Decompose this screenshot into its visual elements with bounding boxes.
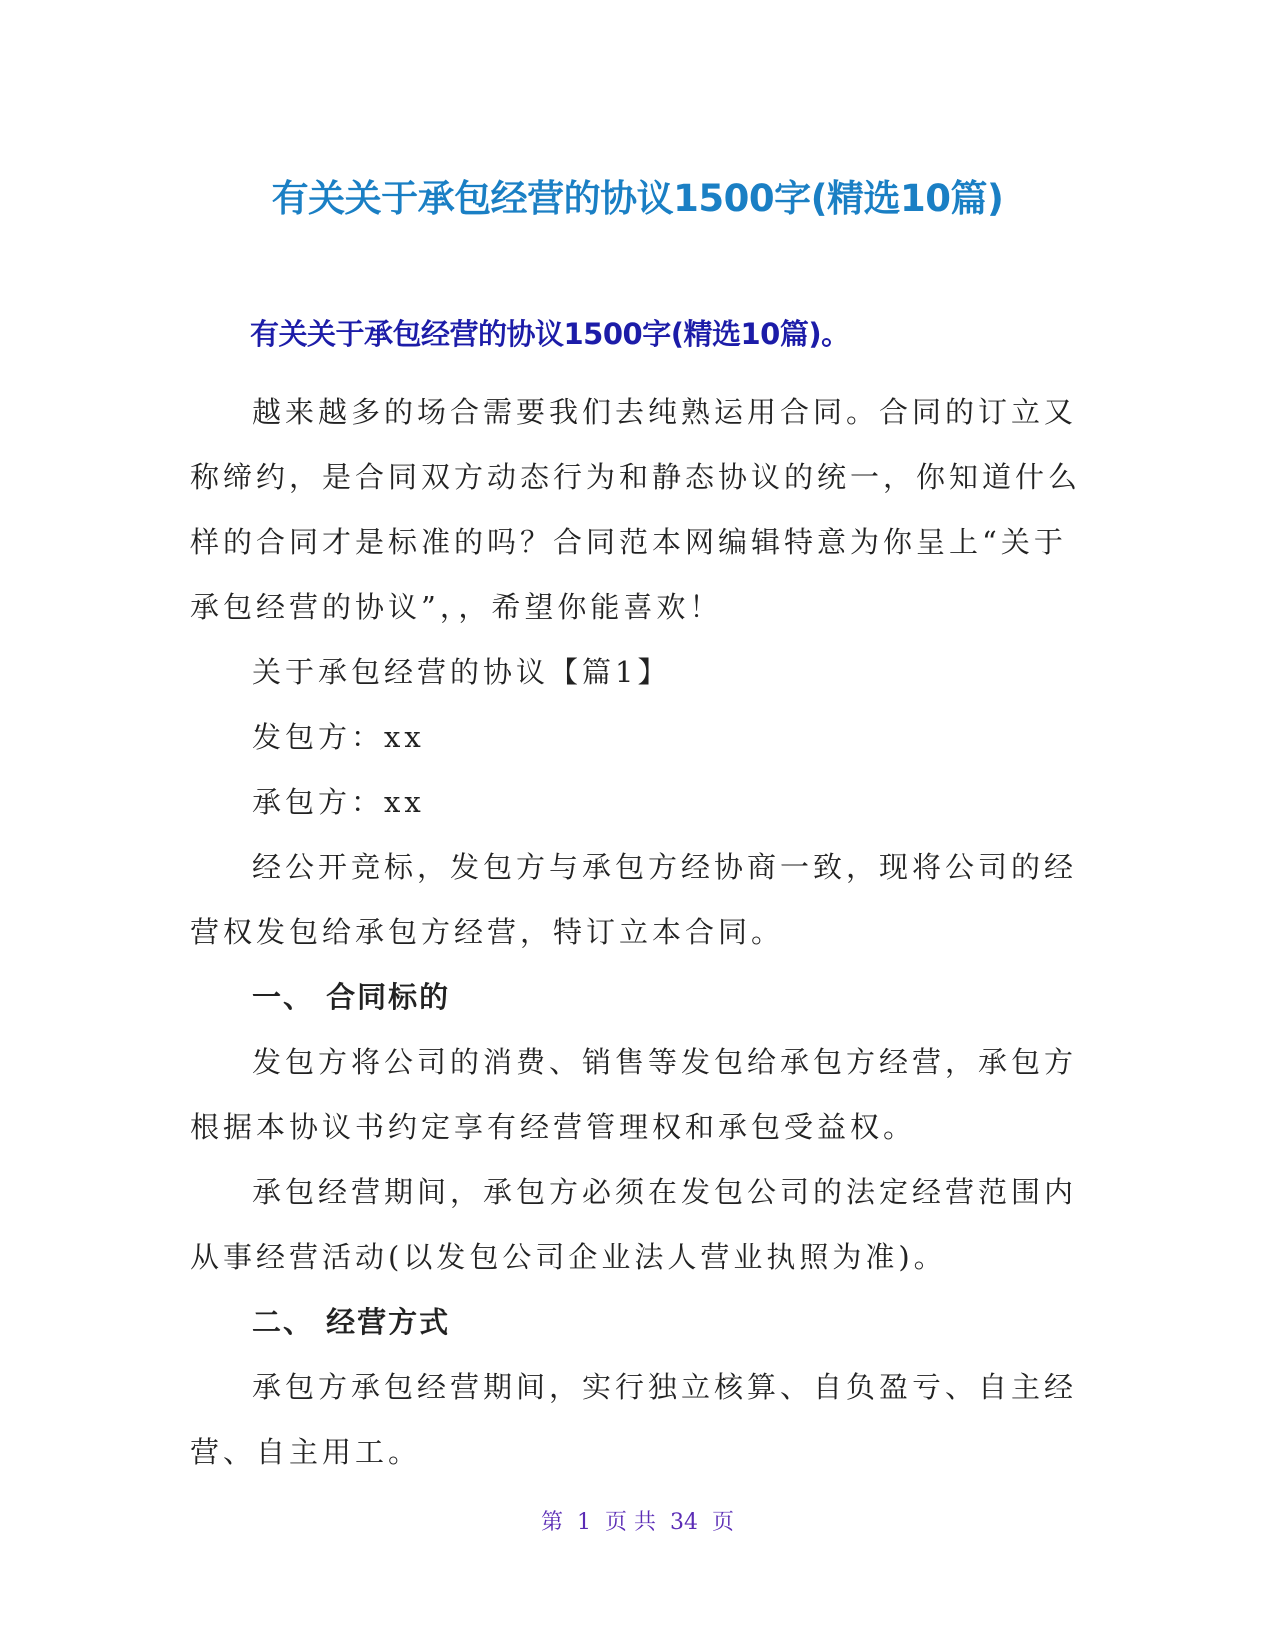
intro-paragraph: 越来越多的场合需要我们去纯熟运用合同。合同的订立又称缔约，是合同双方动态行为和静态协议的统一，你知道什么样的合同才是标准的吗？合同范本网编辑特意为你呈上“关于承包经营的协议”，，希望你能喜欢！ bbox=[190, 395, 1082, 624]
paragraph-subject: 发包方将公司的消费、销售等发包给承包方经营，承包方根据本协议书约定享有经营管理权和承包受益权。 bbox=[190, 1045, 1078, 1144]
paragraph-scope: 承包经营期间，承包方必须在发包公司的法定经营范围内从事经营活动(以发包公司企业法人营业执照为准)。 bbox=[190, 1175, 1078, 1274]
heading-operation-mode: 二、 经营方式 bbox=[252, 1305, 451, 1339]
party-b-line: 承包方：xx bbox=[252, 785, 425, 819]
heading-contract-subject: 一、 合同标的 bbox=[252, 980, 451, 1014]
party-a-line: 发包方：xx bbox=[252, 720, 425, 754]
footer-prefix: 第 bbox=[540, 1510, 563, 1535]
footer-middle: 页 共 bbox=[605, 1510, 656, 1535]
page-footer bbox=[0, 1505, 1275, 1536]
section-title-part1: 关于承包经营的协议【篇1】 bbox=[252, 655, 671, 689]
footer-page-number: 1 bbox=[577, 1510, 591, 1535]
document-body bbox=[190, 380, 1090, 1485]
footer-suffix: 页 bbox=[712, 1510, 735, 1535]
document-subtitle: 有关关于承包经营的协议1500字(精选10篇)。 bbox=[250, 317, 850, 351]
footer-total-pages: 34 bbox=[670, 1510, 698, 1535]
preamble-paragraph: 经公开竞标，发包方与承包方经协商一致，现将公司的经营权发包给承包方经营，特订立本合同。 bbox=[190, 850, 1078, 949]
paragraph-operation: 承包方承包经营期间，实行独立核算、自负盈亏、自主经营、自主用工。 bbox=[190, 1370, 1078, 1469]
document-title: 有关关于承包经营的协议1500字(精选10篇) bbox=[271, 177, 1004, 220]
